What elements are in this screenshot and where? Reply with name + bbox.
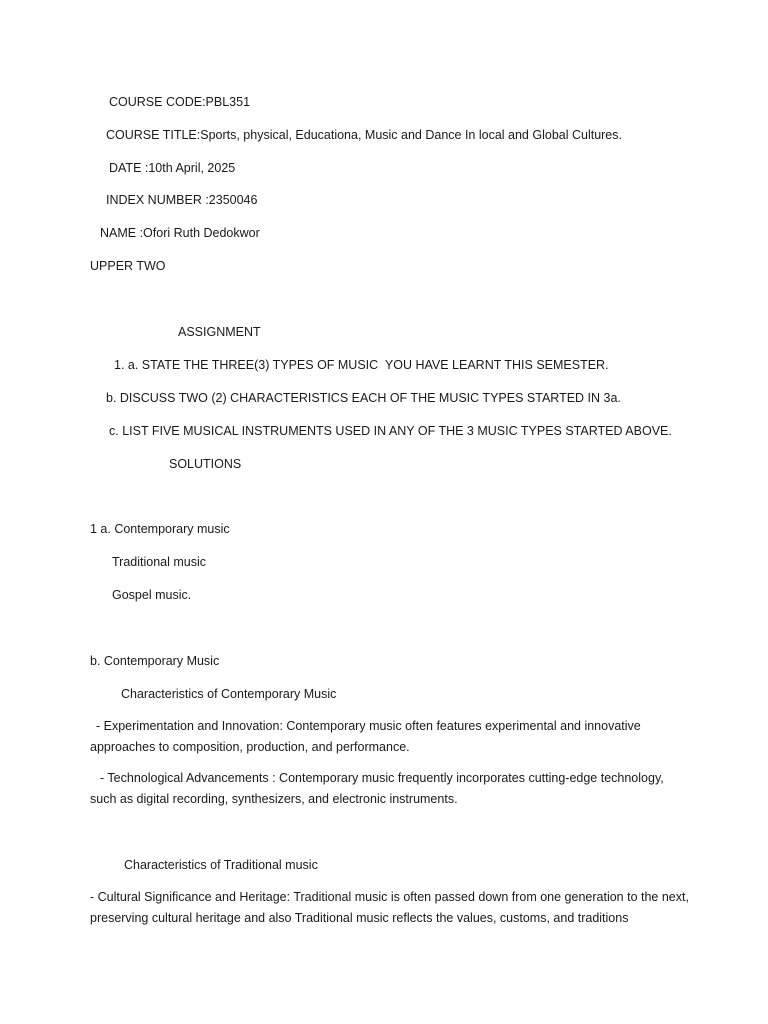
answer-1a-item-1: 1 a. Contemporary music bbox=[90, 522, 230, 536]
answer-1a-item-2: Traditional music bbox=[112, 555, 207, 569]
date: DATE :10th April, 2025 bbox=[109, 161, 236, 175]
course-code: COURSE CODE:PBL351 bbox=[109, 95, 251, 109]
student-name: NAME :Ofori Ruth Dedokwor bbox=[100, 226, 260, 240]
question-1a: 1. a. STATE THE THREE(3) TYPES OF MUSIC YOU HAVE LEARNT THIS SEMESTER. bbox=[114, 358, 609, 372]
contemporary-point-1: - Experimentation and Innovation: Contemporary music often features experimental and innovative approaches to composition, production, and performance. bbox=[90, 719, 641, 754]
traditional-point-1: - Cultural Significance and Heritage: Traditional music is often passed down from one generation to the next, preserving cultural heritage and also Traditional music reflects the values, customs, and traditions bbox=[90, 890, 689, 925]
answer-1a-item-3: Gospel music. bbox=[112, 588, 192, 602]
traditional-characteristics-heading: Characteristics of Traditional music bbox=[124, 858, 318, 872]
level: UPPER TWO bbox=[90, 259, 166, 273]
contemporary-characteristics-heading: Characteristics of Contemporary Music bbox=[121, 687, 337, 701]
solutions-heading: SOLUTIONS bbox=[169, 457, 242, 471]
assignment-heading: ASSIGNMENT bbox=[178, 325, 261, 339]
course-title: COURSE TITLE:Sports, physical, Educationa, Music and Dance In local and Global Cultures. bbox=[106, 128, 622, 142]
question-1c: c. LIST FIVE MUSICAL INSTRUMENTS USED IN ANY OF THE 3 MUSIC TYPES STARTED ABOVE. bbox=[109, 424, 672, 438]
answer-1b-heading: b. Contemporary Music bbox=[90, 654, 220, 668]
index-number: INDEX NUMBER :2350046 bbox=[106, 193, 258, 207]
question-1b: b. DISCUSS TWO (2) CHARACTERISTICS EACH OF THE MUSIC TYPES STARTED IN 3a. bbox=[106, 391, 621, 405]
contemporary-point-2: - Technological Advancements : Contemporary music frequently incorporates cutting-edge technology, such as digital recording, synthesizers, and electronic instruments. bbox=[90, 771, 664, 806]
